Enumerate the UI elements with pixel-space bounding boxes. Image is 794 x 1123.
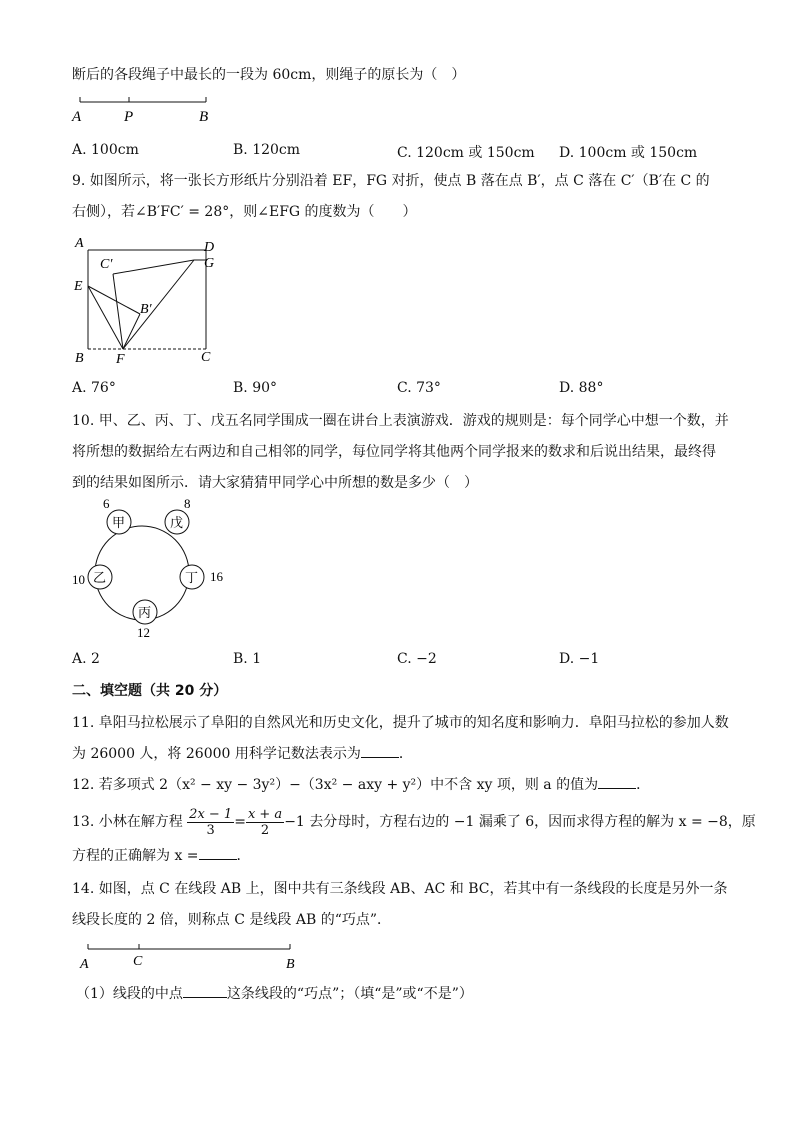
num-yi: 10 [72,572,85,587]
label-jia: 甲 [112,515,126,530]
label-a: A [75,236,84,251]
q13-post: −1 去分母时，方程右边的 −1 漏乘了 6，因而求得方程的解为 x = −8，原 [284,814,756,830]
q10-option-d[interactable]: D. −1 [559,651,600,667]
q13-pre: 13. 小林在解方程 [72,814,183,830]
q14-stem-line1: 14. 如图，点 C 在线段 AB 上，图中共有三条线段 AB、AC 和 BC，若其中有一条线段的长度是另外一条 [72,881,728,897]
q9-option-a[interactable]: A. 76° [72,380,116,396]
q13-answer-blank[interactable] [199,847,237,860]
q10-option-a[interactable]: A. 2 [72,651,100,667]
q13-stem-line2 [72,847,251,865]
num-jia: 6 [103,496,110,511]
q13-end: ． [236,848,251,864]
q13-fraction-right [246,807,284,838]
q10-stem-line1: 10. 甲、乙、丙、丁、戊五名同学围成一圈在讲台上表演游戏．游戏的规则是：每个同学心中想一个数，并 [72,413,729,429]
q14-sub1-answer-blank[interactable] [183,985,227,998]
q10-stem-line2: 将所想的数据给左右两边和自己相邻的同学，每位同学将其他两个同学报来的数求和后说出结果，最终得 [72,444,716,460]
q10-circle-figure [70,494,240,644]
q13-equals: = [234,814,246,830]
q9-stem-line1: 9. 如图所示，将一张长方形纸片分别沿着 EF，FG 对折，使点 B 落在点 B′，点 C 落在 C′（B′在 C 的 [72,173,710,189]
q8-option-b[interactable]: B. 120cm [233,142,301,158]
seg-c1g [113,260,194,274]
label-b-prime: B′ [140,302,152,317]
q14-sub1 [76,985,473,1003]
label-p: P [124,109,134,125]
q8-segment-figure [66,92,226,126]
q13-num2: x + a [247,806,283,822]
label-b: B [75,351,84,366]
section-heading-fill-blank: 二、填空题（共 20 分） [72,683,228,699]
q9-rectangle-fold-figure [70,234,230,369]
label-bing: 丙 [138,605,152,620]
q9-option-d[interactable]: D. 88° [559,380,604,396]
q10-option-c[interactable]: C. −2 [397,651,437,667]
q11-text: 为 26000 人，将 26000 用科学记数法表示为 [72,746,361,762]
q11-answer-blank[interactable] [361,745,399,758]
fold-fg [123,260,194,349]
q14-stem-line2: 线段长度的 2 倍，则称点 C 是线段 AB 的“巧点”． [72,912,392,928]
label-b: B [286,957,295,972]
q13-stem-line1 [72,804,756,840]
q14-sub1-text: （1）线段的中点 [76,986,183,1002]
q14-sub1-end: 这条线段的“巧点”；（填“是”或“不是”） [226,986,473,1002]
label-d: D [204,240,215,255]
label-c: C [133,954,143,969]
label-yi: 乙 [93,570,107,585]
label-c-prime: C′ [100,257,113,272]
q13-den1: 3 [206,822,215,838]
q8-option-a[interactable]: A. 100cm [72,142,139,158]
num-ding: 16 [210,569,223,584]
q11-end: ． [398,746,413,762]
q9-stem-line2: 右侧），若∠B′FC′ = 28°，则∠EFG 的度数为（ ） [72,204,417,220]
q12-text: 12. 若多项式 2（x² − xy − 3y²）−（3x² − axy + y²）中不含 xy 项，则 a 的值为 [72,777,599,793]
label-c: C [201,350,211,365]
q12-stem [72,776,650,794]
seg-fc1 [113,274,123,349]
q13-num1: 2x − 1 [189,806,233,822]
q9-option-c[interactable]: C. 73° [397,380,441,396]
label-a: A [72,109,82,125]
q11-stem-line2 [72,745,413,763]
num-wu: 8 [184,496,191,511]
label-wu: 戊 [170,515,184,530]
num-bing: 12 [137,625,150,640]
q9-option-b[interactable]: B. 90° [233,380,278,396]
q14-segment-figure [76,940,306,974]
label-e: E [74,279,83,294]
q13-den2: 2 [260,822,270,838]
q10-stem-line3: 到的结果如图所示．请大家猜猜甲同学心中所想的数是多少（ ） [72,475,478,491]
q12-answer-blank[interactable] [598,776,636,789]
q12-end: ． [636,777,651,793]
q11-stem-line1: 11. 阜阳马拉松展示了阜阳的自然风光和历史文化，提升了城市的知名度和影响力．阜阳马拉松的参加人数 [72,715,729,731]
label-g: G [204,256,215,271]
label-f: F [116,352,125,367]
label-a: A [80,957,89,972]
q8-stem: 断后的各段绳子中最长的一段为 60cm，则绳子的原长为（ ） [72,67,466,83]
q13-line2-text: 方程的正确解为 x = [72,848,199,864]
q8-option-d[interactable]: D. 100cm 或 150cm [559,145,698,161]
q10-option-b[interactable]: B. 1 [233,651,262,667]
q8-option-c[interactable]: C. 120cm 或 150cm [397,145,535,161]
label-ding: 丁 [185,570,199,585]
q13-fraction-left [187,807,234,838]
label-b: B [199,109,209,125]
